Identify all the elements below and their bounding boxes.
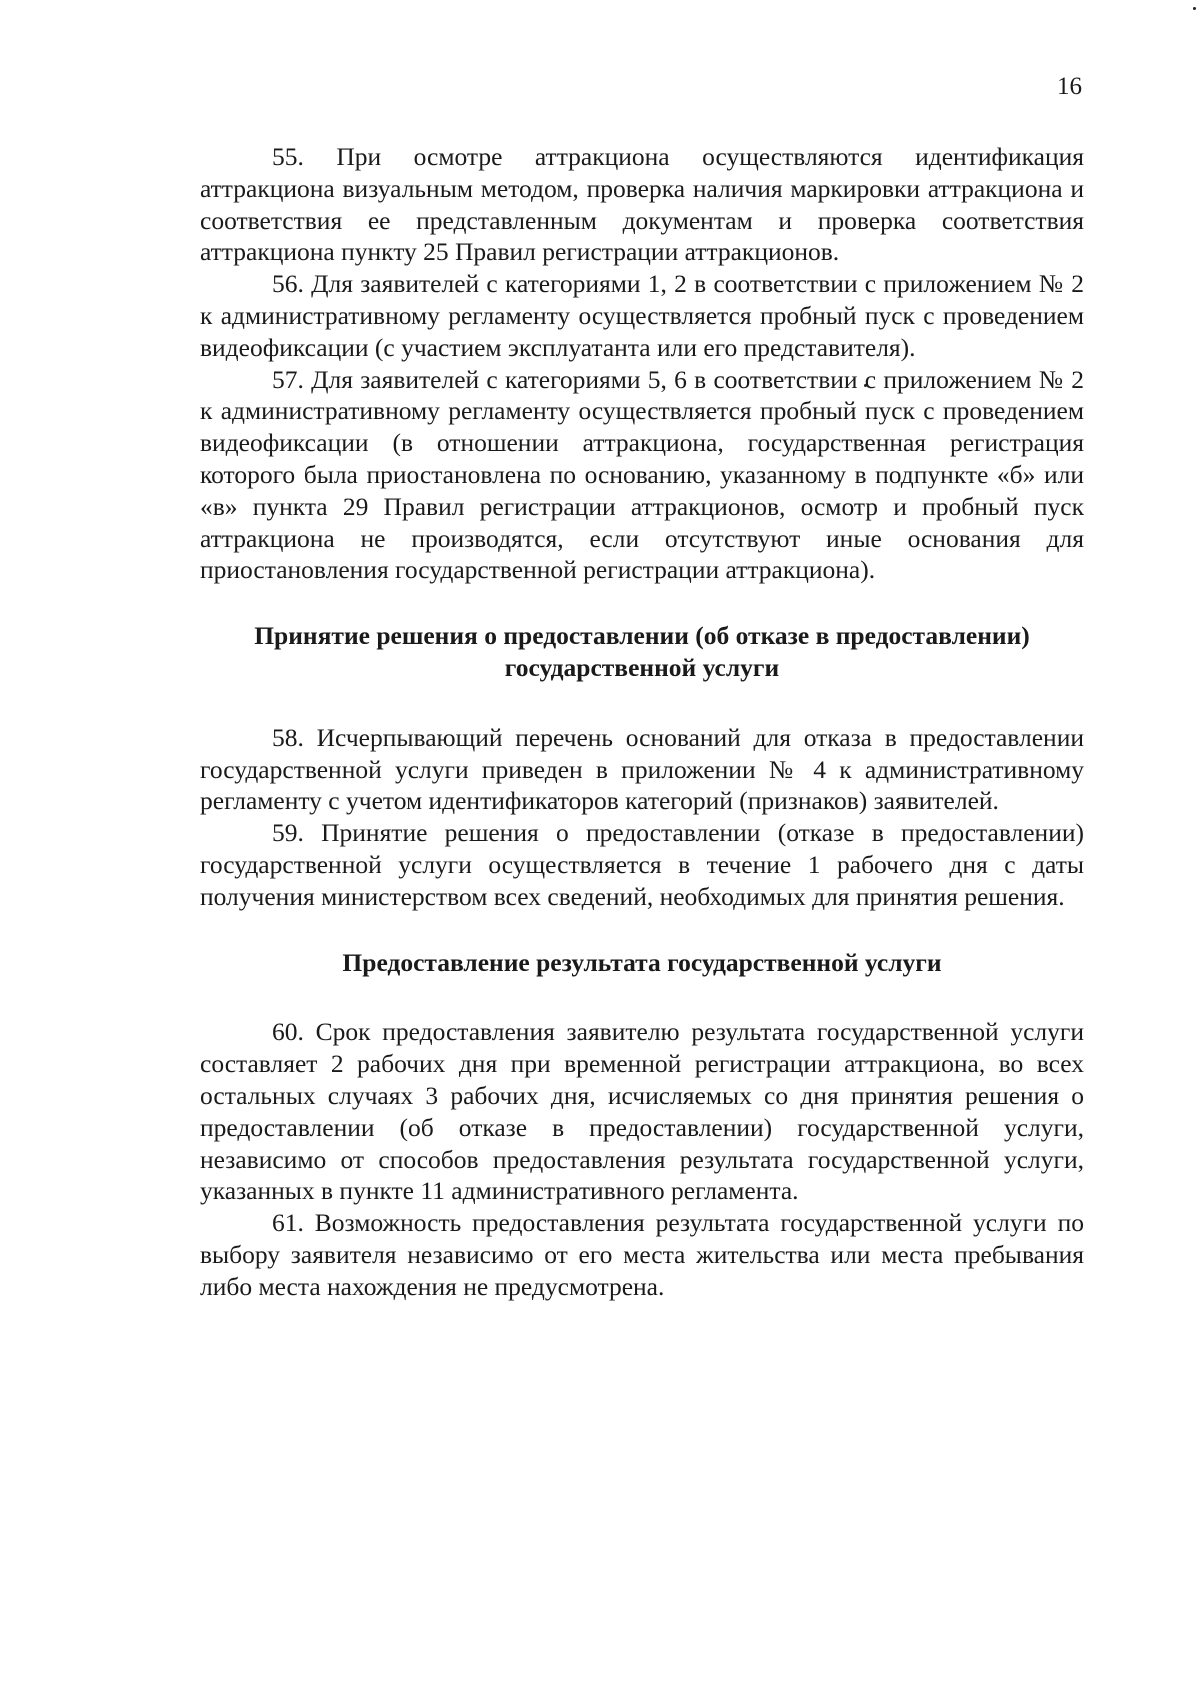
paragraph-59: 59. Принятие решения о предоставлении (отказе в предоставлении) государственной услуги осуществляется в течение 1 рабочего дня с даты получения министерством всех сведений, необходимых для принятия решения. xyxy=(200,818,1084,911)
section-heading-decision-line2: государственной услуги xyxy=(504,652,780,682)
document-body xyxy=(200,141,1084,1303)
paragraph-56: 56. Для заявителей с категориями 1, 2 в соответствии с приложением № 2 к административному регламенту осуществляется пробный пуск с проведением видеофиксации (с участием эксплуатанта или его представителя). xyxy=(200,269,1084,362)
paragraph-61: 61. Возможность предоставления результата государственной услуги по выбору заявителя независимо от его места жительства или места пребывания либо места нахождения не предусмотрена. xyxy=(200,1208,1084,1301)
paragraph-58: 58. Исчерпывающий перечень оснований для отказа в предоставлении государственной услуги приведен в приложении № 4 к административному регламенту с учетом идентификаторов категорий (признаков) заявителей. xyxy=(200,722,1084,816)
page-number: 16 xyxy=(1057,73,1082,100)
section-heading-decision-line1: Принятие решения о предоставлении (об отказе в предоставлении) xyxy=(254,621,1030,651)
section-heading-decision xyxy=(200,620,1084,684)
section-heading-result: Предоставление результата государственной услуги xyxy=(342,947,942,977)
paragraph-55: 55. При осмотре аттракциона осуществляются идентификация аттракциона визуальным методом, проверка наличия маркировки аттракциона и соответствия ее представленным документам и проверка соответствия аттракциона пункту 25 Правил регистрации аттракционов. xyxy=(200,142,1084,267)
paragraph-57: 57. Для заявителей с категориями 5, 6 в соответствии с приложением № 2 к административному регламенту осуществляется пробный пуск с проведением видеофиксации (в отношении аттракциона, государственная регистрация которого была приостановлена по основанию, указанному в подпункте «б» или «в» пункта 29 Правил регистрации аттракционов, осмотр и пробный пуск аттракциона не производятся, если отсутствуют иные основания для приостановления государственной регистрации аттракциона). xyxy=(200,364,1084,585)
scan-speck xyxy=(1193,7,1196,10)
paragraph-60: 60. Срок предоставления заявителю результата государственной услуги составляет 2 рабочих дня при временной регистрации аттракциона, во всех остальных случаях 3 рабочих дня, исчисляемых со дня принятия решения о предоставлении (об отказе в предоставлении) государственной услуги, независимо от способов предоставления результата государственной услуги, указанных в пункте 11 административного регламента. xyxy=(200,1017,1084,1206)
